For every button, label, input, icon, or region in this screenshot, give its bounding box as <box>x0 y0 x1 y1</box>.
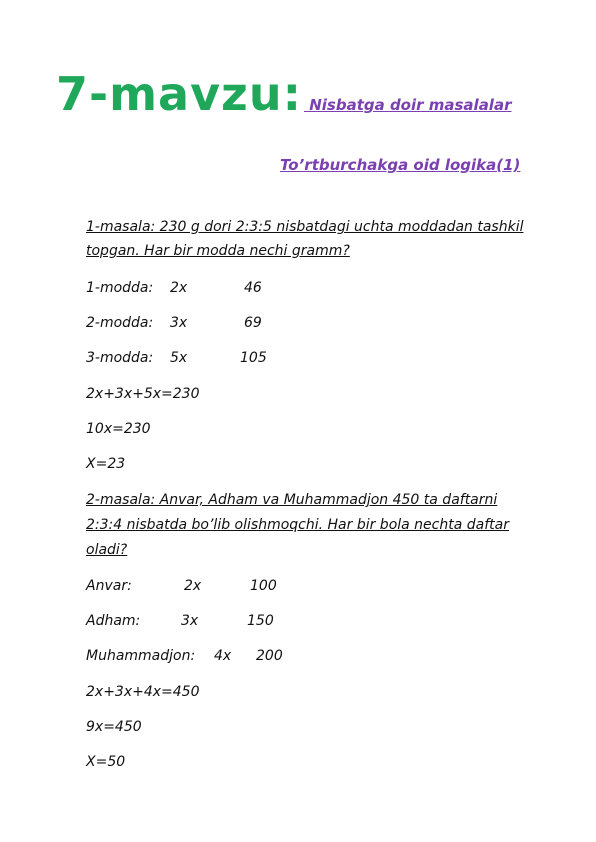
topic-title: Nisbatga doir masalalar <box>303 96 512 114</box>
problem-2-row <box>86 610 274 632</box>
subtitle: To’rtburchakga oid logika(1) <box>280 156 521 174</box>
problem-2-row <box>86 575 277 597</box>
problem-1-step: 10x=230 <box>86 421 151 437</box>
problem-2-statement-line-3: oladi? <box>86 542 128 558</box>
problem-1-step: 2x+3x+5x=230 <box>86 386 200 402</box>
row-expr: 2x <box>184 578 202 594</box>
row-expr: 2x <box>170 280 188 296</box>
row-name: Muhammadjon: <box>86 648 196 664</box>
problem-2-step: 9x=450 <box>86 719 142 735</box>
topic-label: 7-mavzu: <box>56 67 302 121</box>
page-title <box>56 66 511 122</box>
row-expr: 3x <box>181 613 199 629</box>
row-value: 69 <box>244 315 262 331</box>
row-value: 46 <box>244 280 262 296</box>
row-expr: 5x <box>170 350 188 366</box>
row-value: 200 <box>256 648 283 664</box>
problem-2-step: X=50 <box>86 754 126 770</box>
problem-2-statement-line-1: 2-masala: Anvar, Adham va Muhammadjon 450 ta daftarni <box>86 492 498 508</box>
row-value: 100 <box>250 578 277 594</box>
problem-1-row <box>86 277 262 299</box>
problem-1-step: X=23 <box>86 456 126 472</box>
problem-1-row <box>86 312 262 334</box>
row-name: 2-modda: <box>86 315 154 331</box>
row-value: 105 <box>240 350 267 366</box>
row-name: Adham: <box>86 613 141 629</box>
row-value: 150 <box>247 613 274 629</box>
problem-1-row <box>86 347 267 369</box>
row-name: Anvar: <box>86 578 132 594</box>
row-name: 1-modda: <box>86 280 154 296</box>
problem-1-statement-line-2: topgan. Har bir modda nechi gramm? <box>86 243 350 259</box>
row-expr: 3x <box>170 315 188 331</box>
row-expr: 4x <box>214 648 232 664</box>
problem-2-row <box>86 645 283 667</box>
problem-2-step: 2x+3x+4x=450 <box>86 684 200 700</box>
row-name: 3-modda: <box>86 350 154 366</box>
problem-2-statement-line-2: 2:3:4 nisbatda bo’lib olishmoqchi. Har bir bola nechta daftar <box>86 517 509 533</box>
problem-1-statement-line-1: 1-masala: 230 g dori 2:3:5 nisbatdagi uchta moddadan tashkil <box>86 219 524 235</box>
